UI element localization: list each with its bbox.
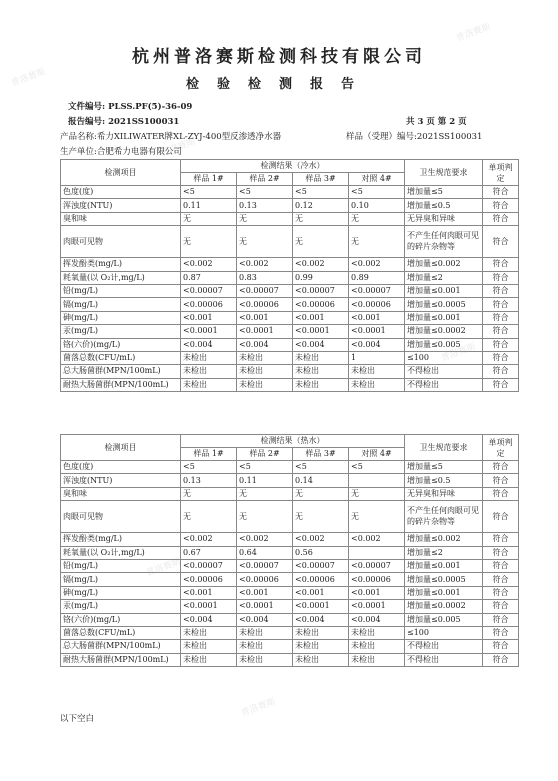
table-row [61,284,519,297]
table-row [61,546,519,559]
table-row [61,640,519,653]
result-value: <0.002 [181,533,237,546]
col-header-requirement: 卫生规范要求 [405,435,483,461]
judgement: 符合 [483,573,519,586]
test-item: 镉(mg/L) [61,298,181,311]
result-value: 无 [181,501,237,533]
result-value: <0.002 [181,258,237,271]
test-item: 臭和味 [61,212,181,225]
test-item: 铅(mg/L) [61,284,181,297]
test-item: 臭和味 [61,487,181,500]
requirement: 增加量≤0.0002 [405,600,483,613]
table-row [61,533,519,546]
col-header-sample: 样品 3# [293,448,349,461]
judgement: 符合 [483,533,519,546]
col-header-requirement: 卫生规范要求 [405,160,483,186]
judgement: 符合 [483,311,519,324]
judgement: 符合 [483,271,519,284]
judgement: 符合 [483,325,519,338]
requirement: 增加量≤0.5 [405,199,483,212]
report-number-value: 2021SS100031 [108,117,180,127]
table-row [61,271,519,284]
result-value: 未检出 [237,626,293,639]
col-header-item: 检测项目 [61,160,181,186]
result-value: 0.13 [237,199,293,212]
result-value: 无 [349,501,405,533]
table-row [61,365,519,378]
result-value: 未检出 [293,653,349,666]
result-value: 未检出 [349,365,405,378]
col-header-sample: 对照 4# [349,173,405,186]
test-item: 浑浊度(NTU) [61,199,181,212]
result-value: <0.0001 [293,325,349,338]
result-value: <0.001 [293,311,349,324]
result-value: 0.10 [349,199,405,212]
report-number [68,115,179,127]
test-item: 菌落总数(CFU/mL) [61,351,181,364]
result-value: 0.56 [293,546,349,559]
result-value: 未检出 [237,378,293,391]
result-value: <0.00006 [293,298,349,311]
result-value: <0.0001 [237,600,293,613]
result-value: 未检出 [349,626,405,639]
result-value: <0.00006 [237,573,293,586]
requirement: 增加量≤0.002 [405,533,483,546]
test-item: 挥发酚类(mg/L) [61,258,181,271]
result-value: <5 [349,461,405,474]
table-row [61,311,519,324]
requirement: 不得检出 [405,653,483,666]
watermark: 普洛赛斯 [439,342,478,364]
file-number: 文件编号: PLSS.PF(5)-36-09 [68,102,193,112]
result-value: 未检出 [237,351,293,364]
test-item: 汞(mg/L) [61,325,181,338]
requirement: ≤100 [405,626,483,639]
table-row [61,186,519,199]
watermark: 普洛赛斯 [159,137,198,159]
result-value: 无 [181,487,237,500]
result-value: 0.11 [237,474,293,487]
product-value: 希力XILIWATER牌XL-ZYJ-400型反渗透净水器 [96,132,282,142]
result-value: <0.004 [293,338,349,351]
requirement: 无异臭和异味 [405,487,483,500]
table-row [61,325,519,338]
result-value: 未检出 [181,365,237,378]
requirement: 增加量≤5 [405,461,483,474]
judgement: 符合 [483,365,519,378]
result-value: <0.004 [293,613,349,626]
result-value: <0.002 [293,258,349,271]
table-row [61,586,519,599]
result-value: <0.004 [181,613,237,626]
result-value: <0.001 [237,311,293,324]
result-value: <0.001 [349,586,405,599]
col-header-judgement: 单项判定 [483,160,519,186]
table-row [61,653,519,666]
result-value: 0.11 [181,199,237,212]
judgement: 符合 [483,613,519,626]
result-value: 未检出 [349,653,405,666]
manufacturer-value: 合肥希力电器有限公司 [96,147,182,157]
result-value: <0.002 [237,533,293,546]
result-value: 未检出 [293,378,349,391]
result-value: <0.001 [349,311,405,324]
result-value: 无 [293,501,349,533]
cold-water-results-table [60,159,519,392]
report-number-label: 报告编号: [68,117,106,127]
result-value: <0.002 [349,533,405,546]
result-value: <5 [237,461,293,474]
result-value: <0.00006 [349,573,405,586]
col-header-item: 检测项目 [61,435,181,461]
result-value: <0.0001 [293,600,349,613]
result-value: 无 [181,212,237,225]
requirement: 增加量≤0.001 [405,311,483,324]
result-value: <0.001 [237,586,293,599]
test-item: 耐热大肠菌群(MPN/100mL) [61,653,181,666]
col-header-sample: 对照 4# [349,448,405,461]
table-row [61,600,519,613]
company-name: 杭州普洛赛斯检测科技有限公司 [132,47,426,67]
col-header-sample: 样品 2# [237,448,293,461]
test-item: 耗氧量(以 O₂计,mg/L) [61,271,181,284]
result-value: 无 [237,212,293,225]
requirement: ≤100 [405,351,483,364]
manufacturer-label: 生产单位: [60,147,97,157]
result-value: <0.004 [181,338,237,351]
result-value: 0.64 [237,546,293,559]
result-value: 未检出 [181,626,237,639]
judgement: 符合 [483,653,519,666]
test-item: 汞(mg/L) [61,600,181,613]
result-value: <0.001 [293,586,349,599]
result-value: <0.002 [349,258,405,271]
result-value: <0.001 [181,586,237,599]
requirement: 增加量≤0.0005 [405,298,483,311]
result-value: 0.87 [181,271,237,284]
col-header-sample: 样品 1# [181,448,237,461]
test-item: 肉眼可见物 [61,226,181,258]
table-row [61,626,519,639]
result-value: 无 [293,212,349,225]
result-value: <0.002 [293,533,349,546]
result-value: <0.004 [349,613,405,626]
result-value: 未检出 [293,365,349,378]
result-value: 0.67 [181,546,237,559]
result-value: <0.00007 [349,559,405,572]
hot-water-results-table [60,434,519,667]
table-row [61,199,519,212]
table-row [61,258,519,271]
table-row [61,461,519,474]
requirement: 不产生任何肉眼可见的碎片杂物等 [405,226,483,258]
test-item: 铬(六价)(mg/L) [61,613,181,626]
result-value: 1 [349,351,405,364]
result-value: <0.0001 [181,600,237,613]
judgement: 符合 [483,212,519,225]
col-header-judgement: 单项判定 [483,435,519,461]
result-value: <0.00006 [293,573,349,586]
result-value: 未检出 [349,640,405,653]
requirement: 增加量≤0.001 [405,559,483,572]
result-value [349,546,405,559]
judgement: 符合 [483,351,519,364]
result-value: 未检出 [181,378,237,391]
result-value: <5 [181,461,237,474]
result-value: 无 [349,212,405,225]
result-value: 未检出 [237,640,293,653]
page-count: 共 3 页 第 2 页 [406,117,467,127]
test-item: 砷(mg/L) [61,586,181,599]
manufacturer [60,145,182,157]
judgement: 符合 [483,626,519,639]
requirement: 增加量≤0.5 [405,474,483,487]
result-value: <0.0001 [181,325,237,338]
table-header-row [61,435,519,448]
result-value: 未检出 [349,378,405,391]
test-item: 耐热大肠菌群(MPN/100mL) [61,378,181,391]
table-header-row [61,160,519,173]
table-row [61,351,519,364]
table-row [61,613,519,626]
judgement: 符合 [483,186,519,199]
result-value: <0.0001 [349,325,405,338]
result-value: <0.00006 [181,298,237,311]
result-value: 未检出 [237,653,293,666]
judgement: 符合 [483,461,519,474]
table-row [61,212,519,225]
judgement: 符合 [483,487,519,500]
table-row [61,573,519,586]
result-value: <0.004 [237,613,293,626]
judgement: 符合 [483,378,519,391]
table-row [61,474,519,487]
result-value: <0.001 [181,311,237,324]
report-title: 检验检测报告 [185,77,372,92]
watermark: 普洛赛斯 [239,697,278,719]
blank-below-note: 以下空白 [60,714,95,724]
result-value: <0.00007 [181,559,237,572]
result-value: <5 [181,186,237,199]
result-value: 未检出 [181,653,237,666]
result-value: <0.00007 [293,559,349,572]
judgement: 符合 [483,298,519,311]
result-value: <0.00006 [181,573,237,586]
test-item: 色度(度) [61,186,181,199]
requirement: 增加量≤0.001 [405,284,483,297]
product-label: 产品名称: [60,132,97,142]
sample-number-label: 样品（受理）编号: [346,132,417,142]
result-value: 无 [349,226,405,258]
result-value: 0.89 [349,271,405,284]
test-item: 色度(度) [61,461,181,474]
test-item: 浑浊度(NTU) [61,474,181,487]
result-value: <5 [293,461,349,474]
result-value: <0.00006 [237,298,293,311]
result-value: <0.00007 [349,284,405,297]
result-value: 无 [237,501,293,533]
judgement: 符合 [483,284,519,297]
result-value: 0.14 [293,474,349,487]
requirement: 无异臭和异味 [405,212,483,225]
test-item: 铬(六价)(mg/L) [61,338,181,351]
requirement: 增加量≤0.0005 [405,573,483,586]
result-value: <0.004 [237,338,293,351]
judgement: 符合 [483,501,519,533]
result-value: 未检出 [293,626,349,639]
requirement: 增加量≤0.002 [405,258,483,271]
result-value: 无 [237,487,293,500]
table-row [61,559,519,572]
result-value: 未检出 [293,640,349,653]
col-header-sample: 样品 3# [293,173,349,186]
requirement: 不得检出 [405,365,483,378]
col-header-result: 检测结果（热水） [181,435,405,448]
requirement: 不得检出 [405,378,483,391]
col-header-sample: 样品 2# [237,173,293,186]
table-row [61,501,519,533]
sample-number-value: 2021SS100031 [416,132,483,142]
judgement: 符合 [483,199,519,212]
judgement: 符合 [483,258,519,271]
result-value: 无 [181,226,237,258]
judgement: 符合 [483,586,519,599]
result-value: <0.00007 [237,559,293,572]
result-value [349,474,405,487]
requirement: 增加量≤2 [405,546,483,559]
requirement: 不得检出 [405,640,483,653]
table-row [61,298,519,311]
result-value: 0.99 [293,271,349,284]
table-row [61,487,519,500]
test-item: 砷(mg/L) [61,311,181,324]
requirement: 增加量≤0.005 [405,338,483,351]
result-value: <5 [237,186,293,199]
result-value: 未检出 [237,365,293,378]
result-value: <0.0001 [349,600,405,613]
requirement: 增加量≤5 [405,186,483,199]
requirement: 不产生任何肉眼可见的碎片杂物等 [405,501,483,533]
test-item: 耗氧量(以 O₂计,mg/L) [61,546,181,559]
result-value: <0.00007 [181,284,237,297]
requirement: 增加量≤0.0002 [405,325,483,338]
judgement: 符合 [483,546,519,559]
result-value: 无 [349,487,405,500]
judgement: 符合 [483,640,519,653]
col-header-result: 检测结果（冷水） [181,160,405,173]
result-value: <0.0001 [237,325,293,338]
watermark: 普洛赛斯 [454,22,493,44]
judgement: 符合 [483,338,519,351]
judgement: 符合 [483,226,519,258]
result-value: 未检出 [293,351,349,364]
test-item: 挥发酚类(mg/L) [61,533,181,546]
test-item: 肉眼可见物 [61,501,181,533]
result-value: 0.83 [237,271,293,284]
result-value: 未检出 [181,640,237,653]
requirement: 增加量≤2 [405,271,483,284]
sample-number [346,130,482,142]
requirement: 增加量≤0.001 [405,586,483,599]
result-value: <0.004 [349,338,405,351]
result-value: <5 [349,186,405,199]
judgement: 符合 [483,559,519,572]
result-value: 无 [293,226,349,258]
test-item: 镉(mg/L) [61,573,181,586]
table-row [61,226,519,258]
watermark: 普洛赛斯 [144,557,183,579]
result-value: 无 [293,487,349,500]
product-name [60,130,281,142]
test-item: 铅(mg/L) [61,559,181,572]
requirement: 增加量≤0.005 [405,613,483,626]
result-value: <0.00006 [349,298,405,311]
result-value: <0.00007 [293,284,349,297]
test-item: 总大肠菌群(MPN/100mL) [61,365,181,378]
judgement: 符合 [483,474,519,487]
result-value: 0.13 [181,474,237,487]
result-value: <0.002 [237,258,293,271]
result-value: 未检出 [181,351,237,364]
result-value: <0.00007 [237,284,293,297]
table-row [61,338,519,351]
test-item: 菌落总数(CFU/mL) [61,626,181,639]
table-row [61,378,519,391]
result-value: <5 [293,186,349,199]
col-header-sample: 样品 1# [181,173,237,186]
test-item: 总大肠菌群(MPN/100mL) [61,640,181,653]
result-value: 无 [237,226,293,258]
result-value: 0.12 [293,199,349,212]
judgement: 符合 [483,600,519,613]
watermark: 普洛赛斯 [9,67,48,89]
